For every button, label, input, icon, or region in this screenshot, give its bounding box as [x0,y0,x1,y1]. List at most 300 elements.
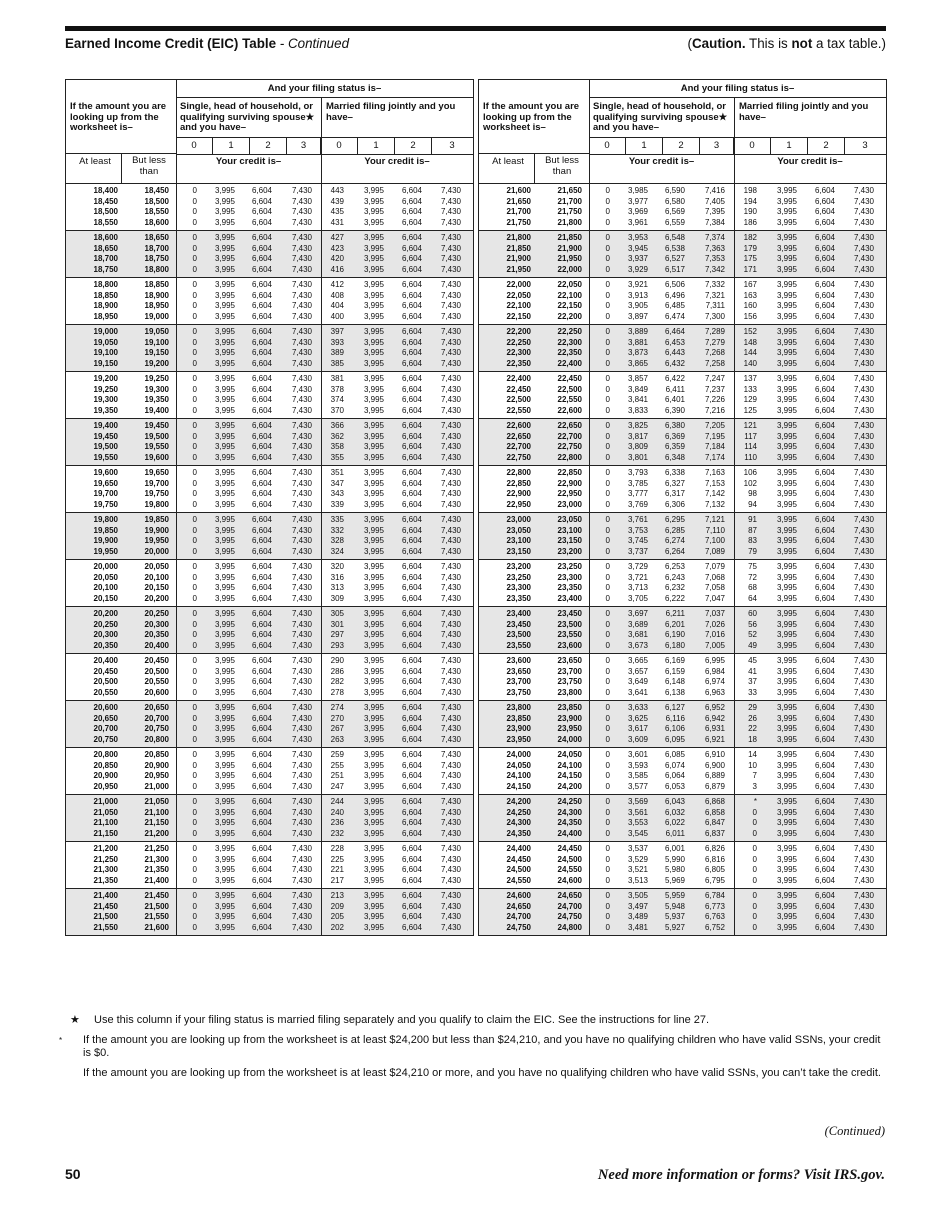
table-cell: 6,201 [664,619,685,629]
table-cell: 24,600 [506,891,531,900]
table-cell: 22,750 [506,452,531,462]
table-cell: 3,995 [214,546,235,556]
table-cell: 6,604 [251,619,272,629]
table-cell: 7,430 [291,525,312,535]
table-cell: 6,604 [401,525,422,535]
table-cell: 427 [330,233,344,242]
table-cell: 6,604 [814,489,835,498]
eic-table-right [478,79,887,936]
table-cell: 0 [605,630,610,639]
table-cell: 6,847 [704,818,725,827]
table-cell: 7,430 [291,760,312,770]
table-cell: 3,995 [214,374,235,383]
table-cell: 7,174 [704,452,725,462]
table-cell: 3,995 [214,337,235,347]
table-cell: 6,604 [251,703,272,712]
table-cell: 137 [743,374,757,383]
table-cell: 3,995 [776,301,797,310]
table-cell: 7,430 [853,358,874,368]
table-cell: 23,750 [557,677,582,686]
table-cell: 3,995 [776,583,797,592]
table-cell: 3,977 [627,196,648,206]
table-row [479,406,886,417]
table-row-group [66,184,473,231]
table-cell: 240 [330,807,344,817]
table-cell: 0 [192,301,197,310]
table-cell: 3,995 [214,452,235,462]
table-cell: 0 [752,891,757,900]
table-row [66,244,473,255]
table-cell: 259 [330,750,344,759]
table-cell: 7,430 [853,186,874,195]
table-cell: 24,550 [506,875,531,885]
table-cell: 7,430 [440,844,461,853]
table-cell: 6,604 [251,395,272,404]
table-cell: 6,604 [251,280,272,289]
table-cell: 0 [605,395,610,404]
table-row [479,442,886,453]
table-cell: 6,604 [401,750,422,759]
table-cell: 408 [330,290,344,300]
table-cell: 3,995 [776,724,797,733]
table-row [479,620,886,631]
table-cell: 7,430 [853,468,874,477]
table-row [66,374,473,385]
table-cell: 24,350 [506,828,531,838]
table-cell: 18,800 [93,280,118,289]
top-rule [65,26,886,31]
table-row-group [66,795,473,842]
table-cell: 3,995 [363,233,384,242]
table-cell: 3,995 [363,828,384,838]
table-cell: 3,961 [627,217,648,227]
table-cell: 6,604 [401,734,422,744]
table-row [479,526,886,537]
table-cell: 22,550 [506,405,531,415]
table-row [66,432,473,443]
table-cell: 7,430 [440,311,461,321]
at-least-label: At least [79,156,111,167]
table-cell: 190 [743,207,757,216]
table-cell: 0 [192,656,197,665]
table-cell: 0 [192,233,197,242]
table-cell: 18,700 [144,243,169,253]
table-cell: 6,604 [401,583,422,592]
table-cell: 20,150 [93,593,118,603]
table-cell: 5,948 [664,901,685,911]
table-cell: 6,889 [704,771,725,780]
table-row [66,818,473,829]
table-cell: 6,604 [251,912,272,921]
table-cell: 19,400 [93,421,118,430]
table-cell: 26 [748,713,757,723]
children-2: 2 [250,138,287,154]
table-cell: 3,995 [214,901,235,911]
table-row [66,338,473,349]
table-cell: 5,980 [664,865,685,874]
credit-label: Your credit is– [628,156,695,167]
table-cell: 3,995 [214,421,235,430]
table-cell: 6,604 [814,807,835,817]
table-cell: 19,650 [144,468,169,477]
table-cell: 7,430 [853,499,874,509]
table-cell: 20,850 [93,760,118,770]
table-row [66,667,473,678]
table-cell: 18,550 [144,207,169,216]
table-cell: 6,921 [704,734,725,744]
table-cell: 3,995 [776,891,797,900]
table-cell: 45 [748,656,757,665]
table-cell: 0 [192,619,197,629]
table-cell: 0 [605,619,610,629]
table-cell: 21,000 [93,797,118,806]
table-cell: 7,430 [440,546,461,556]
table-cell: 0 [192,854,197,864]
table-row [479,432,886,443]
table-cell: 6,604 [814,583,835,592]
table-cell: 23,200 [557,546,582,556]
table-cell: 19,600 [93,468,118,477]
table-cell: 3,995 [776,807,797,817]
table-row [66,489,473,500]
table-cell: 3,825 [627,421,648,430]
table-cell: 6,604 [401,452,422,462]
table-cell: 244 [330,797,344,806]
table-cell: 6,604 [251,515,272,524]
table-row-group [479,278,886,325]
table-cell: 6,604 [251,196,272,206]
table-cell: 7,430 [440,452,461,462]
table-cell: 3,995 [214,562,235,571]
table-cell: 209 [330,901,344,911]
table-cell: 7,430 [440,348,461,357]
table-cell: 0 [192,609,197,618]
table-row [66,186,473,197]
table-cell: 0 [192,630,197,639]
table-cell: 7,430 [440,854,461,864]
table-cell: 6,604 [251,536,272,545]
table-row [66,583,473,594]
table-cell: 87 [748,525,757,535]
table-cell: 6,879 [704,781,725,791]
table-cell: 3,995 [776,525,797,535]
table-row [66,562,473,573]
table-row [66,291,473,302]
table-cell: 3,995 [214,217,235,227]
table-cell: 6,604 [401,922,422,932]
table-cell: 3,995 [214,875,235,885]
table-cell: 7,430 [853,593,874,603]
table-cell: 6,401 [664,395,685,404]
table-cell: 19,500 [144,431,169,441]
table-row [479,573,886,584]
table-cell: 3,995 [363,771,384,780]
children-1: 1 [626,138,663,154]
table-cell: 3,995 [214,405,235,415]
table-cell: 3,995 [776,875,797,885]
table-cell: 358 [330,442,344,451]
table-row-group [66,231,473,278]
table-cell: 6,411 [665,384,685,394]
table-cell: 6,604 [814,499,835,509]
table-cell: 213 [330,891,344,900]
table-row [479,197,886,208]
table-cell: 3,995 [214,781,235,791]
table-cell: 6,604 [814,254,835,263]
table-cell: 7,430 [440,196,461,206]
table-cell: 21,200 [144,828,169,838]
table-cell: 6,604 [814,546,835,556]
table-cell: 0 [192,562,197,571]
footnote-star: ★ Use this column if your filing status is married filing separately and you qualify to claim the EIC. See the instructions for line 27. [70,1014,710,1026]
table-cell: 7,184 [704,442,725,451]
table-cell: 24,450 [506,854,531,864]
table-cell: 404 [330,301,344,310]
table-cell: 3,737 [627,546,648,556]
table-cell: 6,604 [251,572,272,582]
table-cell: 6,274 [664,536,685,545]
table-cell: 3,995 [363,844,384,853]
table-cell: 0 [192,734,197,744]
table-cell: 19,100 [93,348,118,357]
table-row [479,536,886,547]
table-cell: 0 [605,499,610,509]
star-icon: ★ [70,1014,80,1026]
table-cell: 6,763 [704,912,725,921]
table-cell: 6,604 [401,311,422,321]
table-cell: 6,604 [251,724,272,733]
table-cell: 22,700 [506,442,531,451]
table-cell: 7,430 [853,807,874,817]
table-cell: 18,900 [144,290,169,300]
table-cell: 6,474 [664,311,685,321]
table-cell: 6,604 [251,290,272,300]
table-row [66,526,473,537]
table-cell: 7,430 [853,452,874,462]
table-cell: 6,380 [664,421,685,430]
table-row [66,630,473,641]
table-cell: 6,604 [401,186,422,195]
children-0: 0 [734,138,771,154]
table-cell: 6,604 [814,781,835,791]
table-cell: 23,700 [506,677,531,686]
table-cell: 24,600 [557,875,582,885]
table-cell: 0 [192,384,197,394]
table-cell: 22,200 [557,311,582,321]
table-cell: 3,995 [776,186,797,195]
table-cell: 0 [752,875,757,885]
filing-status-label: And your filing status is– [589,80,886,98]
table-row [66,771,473,782]
table-cell: 0 [605,207,610,216]
table-cell: 3,995 [363,301,384,310]
table-cell: 6,604 [401,901,422,911]
table-cell: 3,697 [627,609,648,618]
table-cell: 21,800 [506,233,531,242]
table-cell: 6,604 [251,233,272,242]
table-cell: 3,995 [776,196,797,206]
table-cell: 3,995 [776,818,797,827]
table-cell: 7,430 [440,922,461,932]
table-cell: 22,000 [557,264,582,274]
table-cell: 3,995 [214,358,235,368]
table-cell: 22,750 [557,442,582,451]
table-cell: 121 [743,421,757,430]
table-cell: 6,604 [401,546,422,556]
table-cell: 7,430 [440,912,461,921]
table-cell: 7,430 [853,374,874,383]
table-cell: 21,450 [144,891,169,900]
table-row-group [66,466,473,513]
table-row [66,442,473,453]
table-cell: 6,604 [401,431,422,441]
table-cell: 79 [748,546,757,556]
table-cell: 110 [744,452,757,462]
table-cell: 3,995 [776,280,797,289]
table-cell: 23,400 [506,609,531,618]
table-cell: 6,604 [251,452,272,462]
table-cell: 6,604 [251,442,272,451]
table-cell: 0 [605,243,610,253]
table-cell: 7,430 [853,734,874,744]
table-cell: 23,100 [557,525,582,535]
table-cell: 3,995 [363,891,384,900]
table-cell: 7,430 [853,395,874,404]
table-cell: 24,550 [557,865,582,874]
table-cell: 0 [605,640,610,650]
table-cell: 3,881 [627,337,648,347]
table-cell: 6,604 [401,374,422,383]
table-cell: 7,430 [440,489,461,498]
table-cell: 21,550 [144,912,169,921]
table-row [66,254,473,265]
table-cell: 6,604 [251,630,272,639]
table-cell: 6,604 [814,640,835,650]
table-cell: 3,761 [627,515,648,524]
table-cell: 7,430 [440,666,461,676]
table-cell: 21,150 [93,828,118,838]
table-cell: 3,995 [214,384,235,394]
table-cell: 0 [192,327,197,336]
table-cell: 0 [192,750,197,759]
table-cell: 6,604 [814,196,835,206]
table-cell: 6,795 [704,875,725,885]
table-cell: 3,995 [363,337,384,347]
table-cell: 22,400 [557,358,582,368]
table-cell: 22,100 [506,301,531,310]
table-cell: 5,937 [664,912,685,921]
table-cell: 10 [748,760,757,770]
table-cell: 6,569 [664,207,685,216]
table-cell: 23,150 [506,546,531,556]
table-row [66,233,473,244]
table-cell: 6,432 [664,358,685,368]
table-cell: 6,604 [401,337,422,347]
table-cell: 3,721 [627,572,648,582]
table-cell: 0 [605,301,610,310]
table-cell: 3,593 [627,760,648,770]
table-cell: 3,995 [363,703,384,712]
table-cell: 19,300 [144,384,169,394]
table-cell: 0 [605,264,610,274]
children-3: 3 [287,138,321,154]
table-cell: 33 [748,687,757,697]
table-cell: 7,430 [853,781,874,791]
table-cell: 7,363 [704,243,725,253]
table-cell: 443 [330,186,344,195]
table-cell: 6,604 [814,854,835,864]
table-cell: 7,005 [704,640,725,650]
table-header [66,80,473,184]
table-cell: 3,995 [776,865,797,874]
table-cell: 0 [605,724,610,733]
table-cell: 22,250 [506,337,531,347]
table-cell: 22,450 [506,384,531,394]
table-cell: 0 [605,666,610,676]
table-cell: 3,689 [627,619,648,629]
table-cell: 0 [605,525,610,535]
table-row-group [66,372,473,419]
table-cell: 6,604 [814,687,835,697]
table-row [66,301,473,312]
table-row [66,536,473,547]
table-row [479,479,886,490]
table-cell: 6,527 [664,254,685,263]
table-cell: 3,995 [363,630,384,639]
table-cell: 7,079 [704,562,725,571]
table-cell: 7,430 [440,337,461,347]
table-cell: 3,921 [627,280,648,289]
table-cell: 19,850 [144,515,169,524]
table-cell: 20,600 [144,687,169,697]
table-row [479,829,886,840]
table-cell: 3,995 [776,703,797,712]
credit-label: Your credit is– [777,156,843,167]
table-cell: 301 [330,619,344,629]
table-cell: 0 [192,703,197,712]
table-cell: 6,604 [251,243,272,253]
table-cell: 98 [748,489,757,498]
table-cell: 3,785 [627,478,648,488]
table-cell: 6,604 [401,703,422,712]
table-cell: 6,604 [814,865,835,874]
table-cell: 0 [605,327,610,336]
table-cell: 24,300 [506,818,531,827]
table-cell: 3,995 [363,572,384,582]
table-cell: 19,550 [144,442,169,451]
table-cell: 3,995 [214,311,235,321]
table-row [479,515,886,526]
table-cell: 21,100 [93,818,118,827]
table-cell: 19,250 [93,384,118,394]
table-cell: 117 [744,431,757,441]
table-cell: 7,430 [853,760,874,770]
table-cell: 0 [605,468,610,477]
table-cell: 7,430 [853,912,874,921]
table-cell: 19,200 [93,374,118,383]
footnote-asterisk: * If the amount you are looking up from the worksheet is at least $24,200 but less than $24,210, and you have no qualifying children who have valid SSNs, your credit is $0. [59,1033,881,1059]
table-cell: 7,430 [440,431,461,441]
table-cell: 194 [743,196,757,206]
table-row-group [66,560,473,607]
table-cell: 6,604 [814,677,835,686]
table-cell: 3,481 [627,922,648,932]
table-cell: 6,211 [665,609,685,618]
table-cell: 7,258 [704,358,725,368]
table-row [479,912,886,923]
table-cell: 6,604 [814,912,835,921]
table-cell: 3,833 [627,405,648,415]
